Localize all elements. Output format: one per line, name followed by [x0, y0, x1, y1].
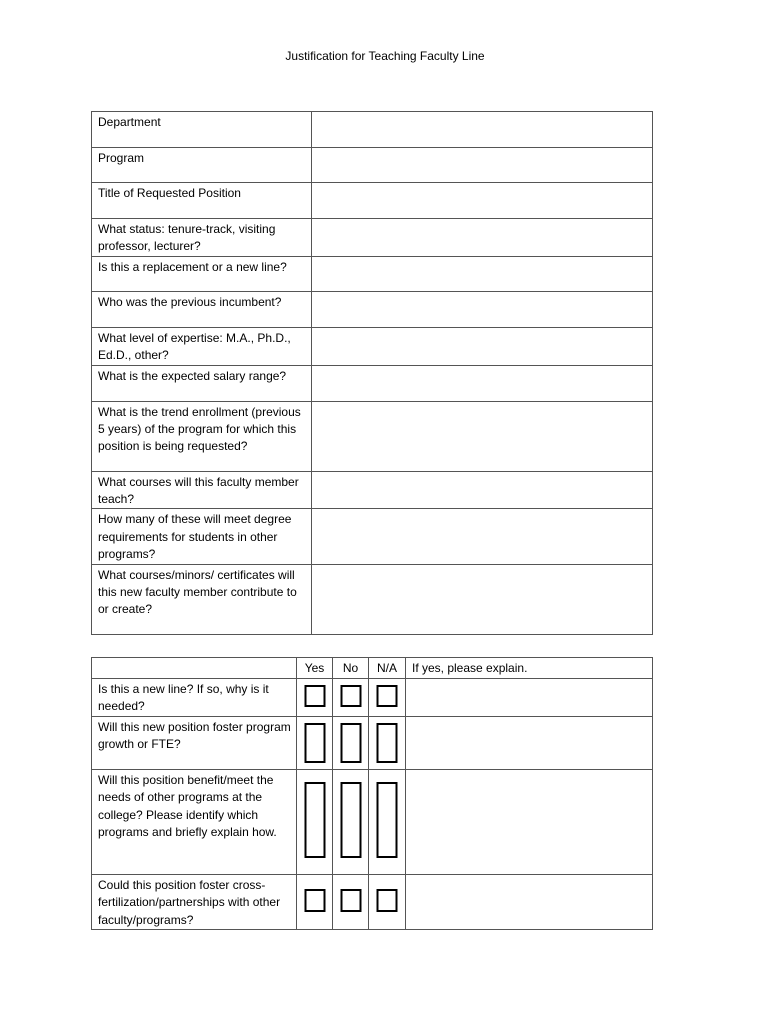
no-cell	[333, 716, 369, 769]
justification-checklist-table	[91, 657, 653, 930]
na-checkbox[interactable]	[377, 889, 398, 912]
na-cell	[369, 769, 406, 874]
na-checkbox[interactable]	[377, 723, 398, 763]
table-row	[92, 564, 653, 634]
answer-position-title[interactable]	[312, 183, 653, 219]
na-cell	[369, 874, 406, 929]
yes-cell	[297, 679, 333, 717]
table-row	[92, 256, 653, 291]
yes-cell	[297, 874, 333, 929]
table-row	[92, 471, 653, 509]
question-status: What status: tenure-track, visiting professor, lecturer?	[92, 219, 312, 257]
no-checkbox[interactable]	[340, 889, 361, 912]
question-position-title: Title of Requested Position	[92, 183, 312, 219]
question-contribution: What courses/minors/ certificates will this new faculty member contribute to or create?	[92, 564, 312, 634]
question-courses: What courses will this faculty member teach?	[92, 471, 312, 509]
table-row	[92, 874, 653, 929]
table-row	[92, 716, 653, 769]
question-cross-fertilization: Could this position foster cross-fertilization/partnerships with other faculty/programs?	[92, 874, 297, 929]
explanation-new-line[interactable]	[406, 679, 653, 717]
explanation-program-growth[interactable]	[406, 716, 653, 769]
question-degree-requirements: How many of these will meet degree requirements for students in other programs?	[92, 509, 312, 564]
answer-program[interactable]	[312, 148, 653, 183]
table-row	[92, 183, 653, 219]
na-cell	[369, 716, 406, 769]
no-cell	[333, 769, 369, 874]
header-row	[92, 658, 653, 679]
header-explain: If yes, please explain.	[406, 658, 653, 679]
question-department: Department	[92, 112, 312, 148]
table-row	[92, 291, 653, 327]
answer-courses[interactable]	[312, 471, 653, 509]
explanation-benefit-programs[interactable]	[406, 769, 653, 874]
table-row	[92, 769, 653, 874]
yes-cell	[297, 769, 333, 874]
position-info-table	[91, 111, 653, 635]
answer-contribution[interactable]	[312, 564, 653, 634]
explanation-cross-fertilization[interactable]	[406, 874, 653, 929]
header-blank	[92, 658, 297, 679]
answer-degree-requirements[interactable]	[312, 509, 653, 564]
no-checkbox[interactable]	[340, 782, 361, 858]
question-replacement: Is this a replacement or a new line?	[92, 256, 312, 291]
question-program-growth: Will this new position foster program growth or FTE?	[92, 716, 297, 769]
na-cell	[369, 679, 406, 717]
table-row	[92, 509, 653, 564]
answer-department[interactable]	[312, 112, 653, 148]
table-row	[92, 401, 653, 471]
table-row	[92, 365, 653, 401]
question-benefit-programs: Will this position benefit/meet the needs of other programs at the college? Please identify which programs and briefly explain how.	[92, 769, 297, 874]
yes-checkbox[interactable]	[304, 889, 325, 912]
answer-trend-enrollment[interactable]	[312, 401, 653, 471]
yes-checkbox[interactable]	[304, 782, 325, 858]
table-row	[92, 327, 653, 365]
header-na: N/A	[369, 658, 406, 679]
question-salary-range: What is the expected salary range?	[92, 365, 312, 401]
page-title: Justification for Teaching Faculty Line	[285, 49, 485, 63]
no-cell	[333, 679, 369, 717]
table-row	[92, 219, 653, 257]
yes-checkbox[interactable]	[304, 685, 325, 707]
question-previous-incumbent: Who was the previous incumbent?	[92, 291, 312, 327]
na-checkbox[interactable]	[377, 782, 398, 858]
question-new-line: Is this a new line? If so, why is it needed?	[92, 679, 297, 717]
question-program: Program	[92, 148, 312, 183]
yes-cell	[297, 716, 333, 769]
table-row	[92, 112, 653, 148]
table-row	[92, 679, 653, 717]
na-checkbox[interactable]	[377, 685, 398, 707]
answer-status[interactable]	[312, 219, 653, 257]
table-row	[92, 148, 653, 183]
header-no: No	[333, 658, 369, 679]
header-yes: Yes	[297, 658, 333, 679]
answer-expertise[interactable]	[312, 327, 653, 365]
no-checkbox[interactable]	[340, 685, 361, 707]
answer-replacement[interactable]	[312, 256, 653, 291]
no-checkbox[interactable]	[340, 723, 361, 763]
question-trend-enrollment: What is the trend enrollment (previous 5 years) of the program for which this position is being requested?	[92, 401, 312, 471]
question-expertise: What level of expertise: M.A., Ph.D., Ed.D., other?	[92, 327, 312, 365]
answer-salary-range[interactable]	[312, 365, 653, 401]
yes-checkbox[interactable]	[304, 723, 325, 763]
no-cell	[333, 874, 369, 929]
answer-previous-incumbent[interactable]	[312, 291, 653, 327]
